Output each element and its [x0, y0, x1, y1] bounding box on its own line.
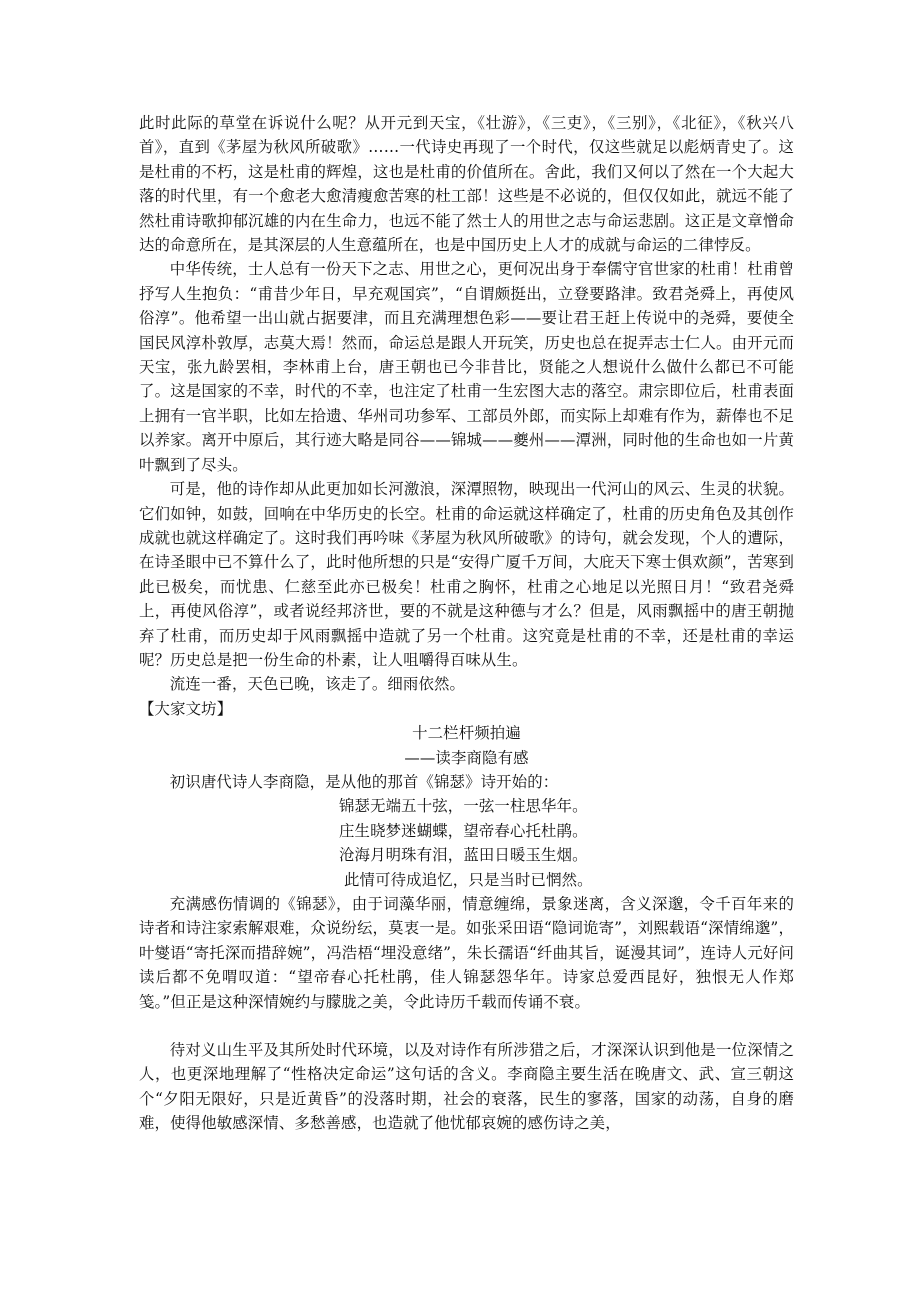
- paragraph: 此时此际的草堂在诉说什么呢？从开元到天宝，《壮游》，《三吏》，《三别》，《北征》，《秋兴八首》，直到《茅屋为秋风所破歌》……一代诗史再现了一个时代，仅这些就足以彪炳青史了。这是杜甫的不朽，这是杜甫的辉煌，这也是杜甫的价值所在。舍此，我们又何以了然在一个大起大落的时代里，有一个愈老大愈清瘦愈苦寒的杜工部！这些是不必说的，但仅仅如此，就远不能了然杜甫诗歌抑郁沉雄的内在生命力，也远不能了然士人的用世之志与命运悲剧。这正是文章憎命达的命意所在，是其深层的人生意蕴所在，也是中国历史上人才的成就与命运的二律悖反。: [139, 114, 794, 255]
- paragraph-gap: [139, 1014, 794, 1038]
- paragraph: 流连一番，天色已晚，该走了。细雨依然。: [169, 675, 466, 694]
- essay-intro: 初识唐代诗人李商隐，是从他的那首《锦瑟》诗开始的：: [169, 772, 559, 791]
- document-page: [139, 111, 794, 1136]
- paragraph: 可是，他的诗作却从此更加如长河激浪，深潭照物，映现出一代河山的风云、生灵的状貌。它们如钟，如鼓，回响在中华历史的长空。杜甫的命运就这样确定了，杜甫的历史角色及其创作成就也就这样确定了。这时我们再吟味《茅屋为秋风所破歌》的诗句，就会发现，个人的遭际，在诗圣眼中已不算什么了，此时他所想的只是“安得广厦千万间，大庇天下寒士俱欢颜”，苦寒到此已极矣，而忧患、仁慈至此亦已极矣！杜甫之胸怀，杜甫之心地足以光照日月！“致君尧舜上，再使风俗淳”，或者说经邦济世，要的不就是这种德与才么？但是，风雨飘摇中的唐王朝抛弃了杜甫，而历史却于风雨飘摇中造就了另一个杜甫。这究竟是杜甫的不幸，还是杜甫的幸运呢？历史总是把一份生命的朴素，让人咀嚼得百味从生。: [139, 480, 794, 669]
- poem-line: 庄生晓梦迷蝴蝶，望帝春心托杜鹃。: [339, 821, 588, 840]
- paragraph: 充满感伤情调的《锦瑟》，由于词藻华丽，情意缠绵，景象迷离，含义深邈，令千百年来的诗者和诗注家索解艰难，众说纷纭，莫衷一是。如张采田语“隐词诡寄”，刘熙载语“深情绵邈”，叶燮语“寄托深而措辞婉”，冯浩梧“埋没意绪”，朱长孺语“纤曲其旨，诞漫其词”，连诗人元好问读后都不免喟叹道：“望帝春心托杜鹃，佳人锦瑟怨华年。诗家总爱西昆好，独恨无人作郑笺。”但正是这种深情婉约与朦胧之美，令此诗历千载而传诵不衰。: [139, 895, 794, 1011]
- essay-title: 十二栏杆频拍遍: [412, 724, 521, 743]
- poem-line: 锦瑟无端五十弦，一弦一柱思华年。: [339, 797, 588, 816]
- paragraph: 待对义山生平及其所处时代环境，以及对诗作有所涉猎之后，才深深认识到他是一位深情之人，也更深地理解了“性格决定命运”这句话的含义。李商隐主要生活在晚唐文、武、宣三朝这个“夕阳无限好，只是近黄昏”的没落时期，社会的衰落，民生的寥落，国家的动荡，自身的磨难，使得他敏感深情、多愁善感，也造就了他忧郁哀婉的感伤诗之美，: [139, 1041, 794, 1133]
- paragraph: 中华传统，士人总有一份天下之志、用世之心，更何况出身于奉儒守官世家的杜甫！杜甫曾抒写人生抱负：“甫昔少年日，早充观国宾”，“自谓颇挺出，立登要路津。致君尧舜上，再使风俗淳”。他希望一出山就占据要津，而且充满理想色彩——要让君王赶上传说中的尧舜，要使全国民风淳朴敦厚，志莫大焉！然而，命运总是跟人开玩笑，历史也总在捉弄志士仁人。由开元而天宝，张九龄罢相，李林甫上台，唐王朝也已今非昔比，贤能之人想说什么做什么都已不可能了。这是国家的不幸，时代的不幸，也注定了杜甫一生宏图大志的落空。肃宗即位后，杜甫表面上拥有一官半职，比如左拾遗、华州司功参军、工部员外郎，而实际上却难有作为，薪俸也不足以养家。离开中原后，其行迹大略是同谷——锦城——夔州——潭洲，同时他的生命也如一片黄叶飘到了尽头。: [139, 260, 794, 474]
- poem-line: 沧海月明珠有泪，蓝田日暖玉生烟。: [339, 846, 588, 865]
- essay-subtitle: ——读李商隐有感: [404, 748, 529, 767]
- poem-block: [139, 794, 794, 892]
- poem-line: 此情可待成追忆，只是当时已惘然。: [344, 870, 593, 889]
- section-label: 【大家文坊】: [139, 699, 233, 718]
